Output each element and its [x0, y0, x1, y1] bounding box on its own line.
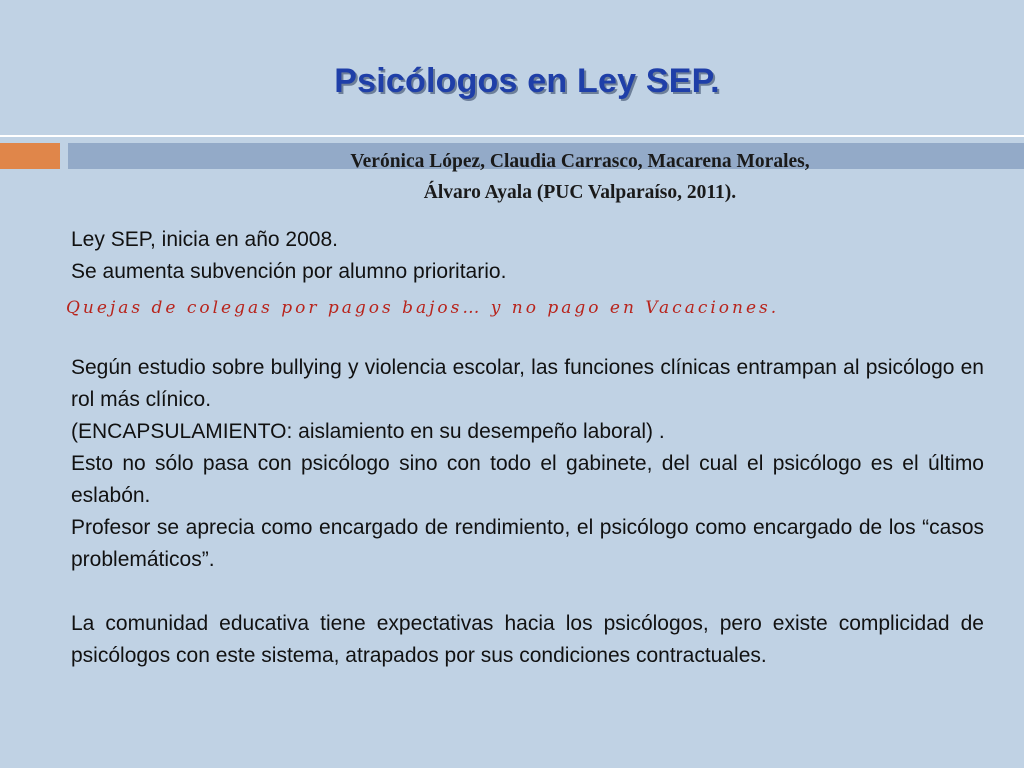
paragraph-spacer — [71, 320, 984, 352]
slide-body — [71, 224, 984, 672]
authors-line-1: Verónica López, Claudia Carrasco, Macarena Morales, — [350, 151, 810, 172]
authors-line-2: Álvaro Ayala (PUC Valparaíso, 2011). — [423, 182, 737, 203]
body-paragraph-comunidad: La comunidad educativa tiene expectativas hacia los psicólogos, pero existe complicidad de psicólogos con este sistema, atrapados por sus condiciones contractuales. — [71, 612, 984, 667]
orange-accent-bar — [0, 143, 60, 169]
body-line-subvencion: Se aumenta subvención por alumno prioritario. — [71, 260, 507, 283]
body-line-ley-sep: Ley SEP, inicia en año 2008. — [71, 228, 338, 251]
title-divider-line — [0, 135, 1024, 137]
paragraph-spacer — [71, 576, 984, 608]
slide-title: Psicólogos en Ley SEP. — [334, 62, 720, 100]
body-paragraph-profesor: Profesor se aprecia como encargado de rendimiento, el psicólogo como encargado de los “casos problemáticos”. — [71, 516, 984, 571]
body-paragraph-gabinete: Esto no sólo pasa con psicólogo sino con todo el gabinete, del cual el psicólogo es el último eslabón. — [71, 452, 984, 507]
authors-block — [200, 146, 960, 208]
complaint-handwritten-line: Quejas de colegas por pagos bajos… y no pago en Vacaciones. — [66, 298, 780, 318]
body-paragraph-encapsulamiento: (ENCAPSULAMIENTO: aislamiento en su desempeño laboral) . — [71, 420, 665, 443]
body-paragraph-estudio: Según estudio sobre bullying y violencia escolar, las funciones clínicas entrampan al psicólogo en rol más clínico. — [71, 356, 984, 411]
